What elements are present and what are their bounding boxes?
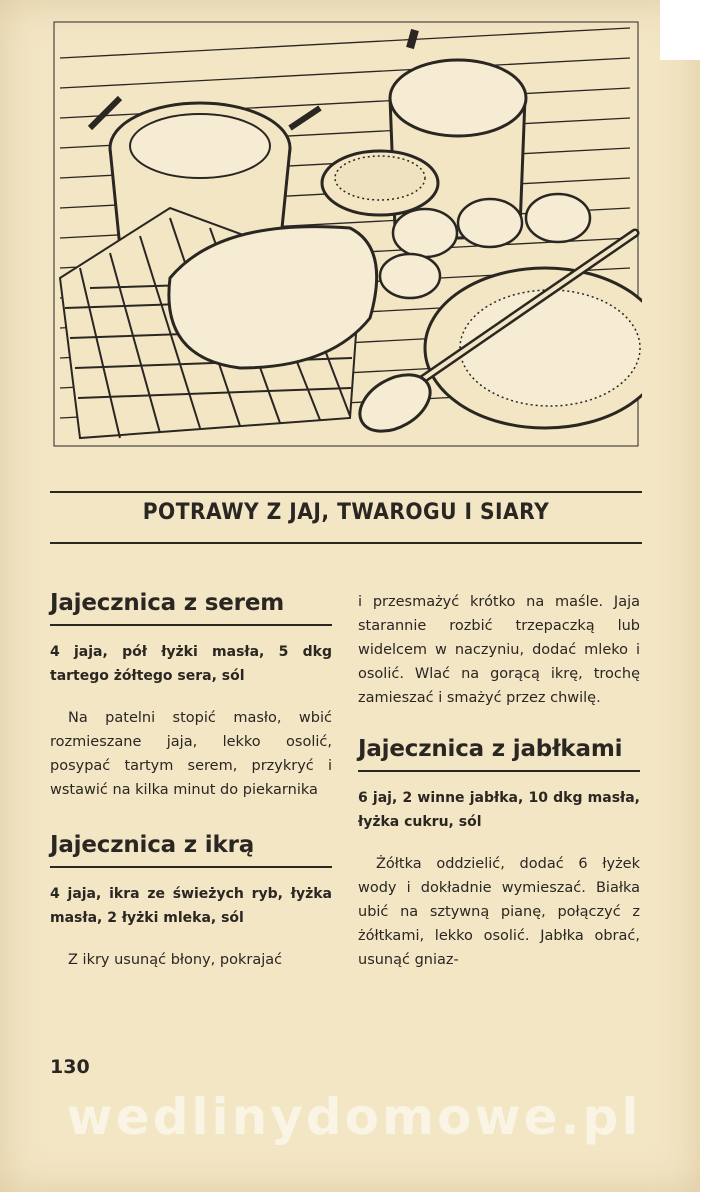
recipe-method-continuation: i przesmażyć krótko na maśle. Jaja starannie rozbić trzepaczką lub widelcem w naczyniu, dodać mleko i osolić. Wlać na gorącą ikrę, trochę zamieszać i smażyć przez chwilę.	[358, 594, 640, 706]
recipe-title: Jajecznica z jabłkami	[358, 736, 640, 772]
left-column	[50, 590, 332, 972]
recipe-method: Żółtka oddzielić, dodać 6 łyżek wody i dokładnie wymieszać. Białka ubić na sztywną pianę, połączyć z żółtkami, lekko osolić. Jabłka obrać, usunąć gniaz-	[358, 856, 640, 968]
chapter-rule-bottom	[50, 542, 642, 544]
recipe-ingredients: 4 jaja, ikra ze świeżych ryb, łyżka masła, 2 łyżki mleka, sól	[50, 886, 332, 926]
page-corner	[660, 0, 708, 60]
recipe-method: Na patelni stopić masło, wbić rozmieszane jaja, lekko osolić, posypać tartym serem, przykryć i wstawić na kilka minut do piekarnika	[50, 710, 332, 798]
mixing-bowl-icon	[425, 268, 642, 428]
recipe-ingredients: 4 jaja, pół łyżki masła, 5 dkg tartego żółtego sera, sól	[50, 644, 332, 684]
chapter-rule-top	[50, 491, 642, 493]
watermark: wedlinydomowe.pl	[66, 1088, 642, 1146]
page-number: 130	[50, 1056, 90, 1078]
recipe-method: Z ikry usunąć błony, pokrajać	[68, 952, 283, 968]
recipe-title: Jajecznica z serem	[50, 590, 332, 626]
recipe-title: Jajecznica z ikrą	[50, 832, 332, 868]
recipe-ingredients: 6 jaj, 2 winne jabłka, 10 dkg masła, łyżka cukru, sól	[358, 790, 640, 830]
right-column	[358, 590, 640, 972]
kitchen-still-life-illustration	[50, 18, 642, 450]
chapter-title: POTRAWY Z JAJ, TWAROGU I SIARY	[142, 500, 550, 525]
